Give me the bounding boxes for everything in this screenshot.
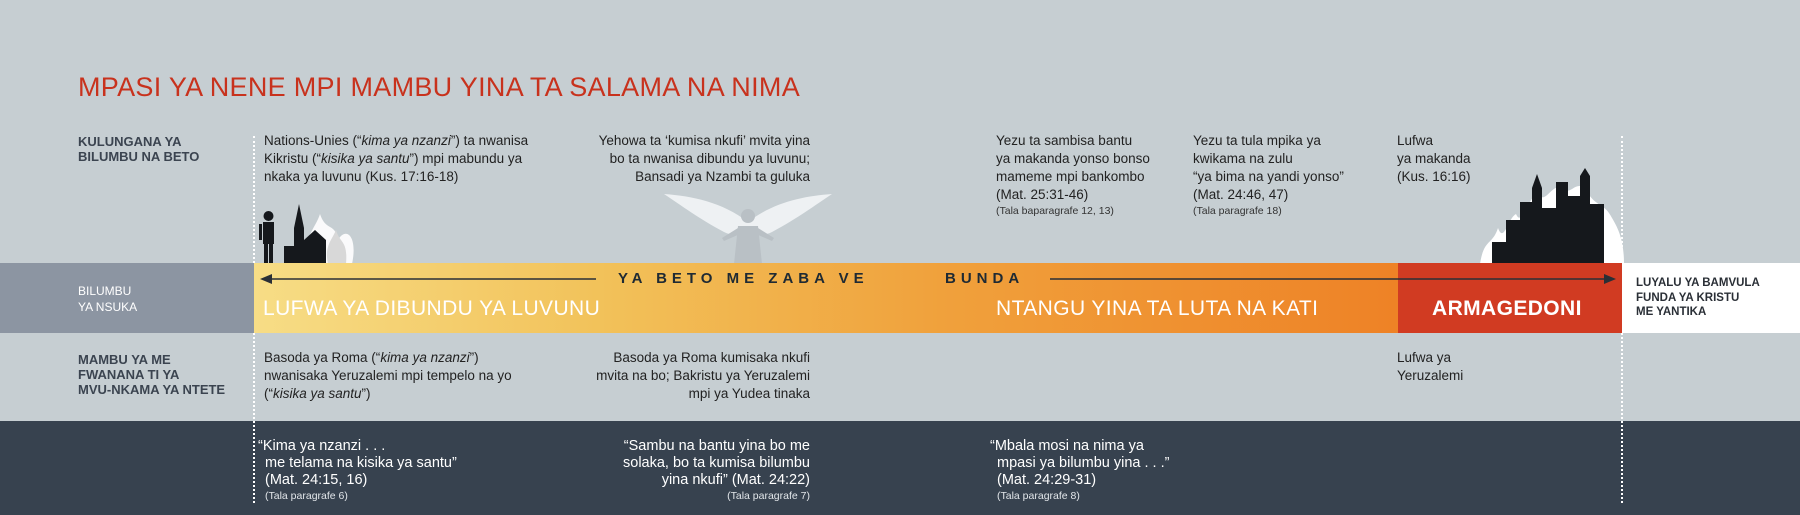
page-title: MPASI YA NENE MPI MAMBU YINA TA SALAMA NA NIMA	[78, 72, 801, 102]
event-line: mvita na bo; Bakristu ya Yeruzalemi	[596, 368, 810, 383]
burning-city-icon	[1478, 168, 1626, 264]
quote-line: (Mat. 24:29-31)	[997, 472, 1097, 488]
row-label-first-century	[78, 352, 225, 397]
text-fragment: ”) nwanisaka Yeruzalemi mpi tempelo na yo (“	[264, 350, 512, 401]
event-line: “ya bima na yandi yonso”	[1193, 169, 1344, 184]
quote-days-cut-short	[560, 438, 810, 503]
segment-line: LUYALU YA BAMVULA	[1636, 277, 1760, 289]
row-label-line: BILUMBU	[78, 284, 132, 298]
quote-line: “Kima ya nzanzi . . .	[258, 438, 386, 454]
row-label-line: FWANANA TI YA	[78, 367, 180, 382]
paragraph-reference: (Tala paragrafe 18)	[1193, 205, 1282, 217]
text-fragment: kima ya nzanzi	[380, 350, 470, 365]
event-line: Yeruzalemi	[1397, 368, 1464, 383]
quote-line: (Mat. 24:15, 16)	[265, 472, 368, 488]
paragraph-reference: (Tala baparagrafe 12, 13)	[996, 205, 1114, 217]
event-line: Lufwa ya	[1397, 350, 1452, 365]
text-fragment: ”) mpi mabundu ya nkaka ya luvunu (Kus. 17:16-18)	[264, 151, 523, 184]
event-faithful-slave	[1193, 132, 1393, 218]
paragraph-reference: (Tala paragrafe 8)	[997, 490, 1080, 502]
duration-unknown-label-end: BUNDA	[945, 270, 1025, 287]
arrow-left-icon	[260, 274, 596, 284]
event-line: ya makanda yonso bonso	[996, 151, 1150, 166]
event-nations-unies	[264, 132, 554, 186]
text-fragment: Nations-Unies (“	[264, 133, 362, 148]
text-fragment: kima ya nzanzi	[361, 133, 451, 148]
text-fragment: kisika ya santu	[321, 151, 410, 166]
arrow-right-icon	[1050, 274, 1616, 284]
segment-intervening-period: NTANGU YINA TA LUTA NA KATI	[996, 297, 1319, 320]
row-label-line: MAMBU YA ME	[78, 352, 171, 367]
event-line: (Mat. 24:46, 47)	[1193, 187, 1289, 202]
event-line: (Kus. 16:16)	[1397, 169, 1471, 184]
segment-line: FUNDA YA KRISTU	[1636, 291, 1740, 304]
quote-line: “Sambu na bantu yina bo me	[623, 438, 810, 454]
event-line: Bansadi ya Nzambi ta guluka	[635, 169, 810, 184]
event-line: Lufwa	[1397, 133, 1434, 148]
quote-disgusting-thing	[258, 438, 508, 503]
text-fragment: ”) ta nwanisa Kikristu (“	[264, 133, 529, 166]
segment-false-religion-destruction: LUFWA YA DIBUNDU YA LUVUNU	[263, 297, 601, 320]
quote-line: “Mbala mosi na nima ya	[990, 438, 1144, 454]
event-line: mpi ya Yudea tinaka	[688, 386, 810, 401]
row-label-last-days	[78, 283, 137, 315]
guide-line-start-bottom	[253, 333, 255, 503]
event-jehovah-cuts-short	[560, 132, 810, 186]
event-line: Yehowa ta ‘kumisa nkufi’ mvita yina	[598, 133, 810, 148]
burning-church-icon	[280, 200, 370, 264]
guide-line-start-top	[253, 136, 255, 263]
angel-icon	[662, 192, 834, 264]
event-line: (Mat. 25:31-46)	[996, 187, 1089, 202]
guide-line-end-top	[1621, 136, 1623, 263]
row-label-line: YA NSUKA	[78, 300, 138, 314]
event-rome-attacks	[264, 349, 526, 403]
event-line: bo ta nwanisa dibundu ya luvunu;	[609, 151, 810, 166]
quote-after-tribulation	[990, 438, 1240, 503]
quote-line: yina nkufi” (Mat. 24:22)	[661, 472, 810, 488]
segment-armageddon: ARMAGEDONI	[1432, 297, 1582, 320]
duration-arrow	[260, 269, 1620, 289]
segment-millennium-label	[1636, 276, 1760, 320]
event-line: mameme mpi bankombo	[996, 169, 1145, 184]
quote-line: me telama na kisika ya santu”	[265, 455, 457, 471]
text-fragment: ”)	[361, 386, 371, 401]
event-rome-withdraws	[560, 349, 810, 403]
event-line: Yezu ta sambisa bantu	[996, 133, 1133, 148]
paragraph-reference: (Tala paragrafe 6)	[265, 490, 348, 502]
quote-line: mpasi ya bilumbu yina . . .”	[997, 455, 1170, 471]
row-label-line: MVU-NKAMA YA NTETE	[78, 382, 226, 397]
event-line: ya makanda	[1397, 151, 1471, 166]
event-line: Basoda ya Roma kumisaka nkufi	[613, 350, 810, 365]
event-jerusalem-destroyed	[1397, 349, 1517, 385]
row-label-comparison	[78, 134, 199, 164]
event-line: kwikama na zulu	[1193, 151, 1293, 166]
duration-unknown-label: YA BETO ME ZABA VE	[618, 270, 869, 287]
row-label-line: KULUNGANA YA	[78, 134, 182, 149]
event-line: Yezu ta tula mpika ya	[1193, 133, 1321, 148]
quote-line: solaka, bo ta kumisa bilumbu	[623, 455, 810, 471]
segment-line: ME YANTIKA	[1636, 306, 1707, 318]
paragraph-reference: (Tala paragrafe 7)	[727, 490, 810, 502]
text-fragment: Basoda ya Roma (“	[264, 350, 381, 365]
guide-line-end-bottom	[1621, 333, 1623, 503]
event-jesus-judges	[996, 132, 1196, 218]
text-fragment: kisika ya santu	[273, 386, 362, 401]
row-label-line: BILUMBU NA BETO	[78, 149, 200, 164]
